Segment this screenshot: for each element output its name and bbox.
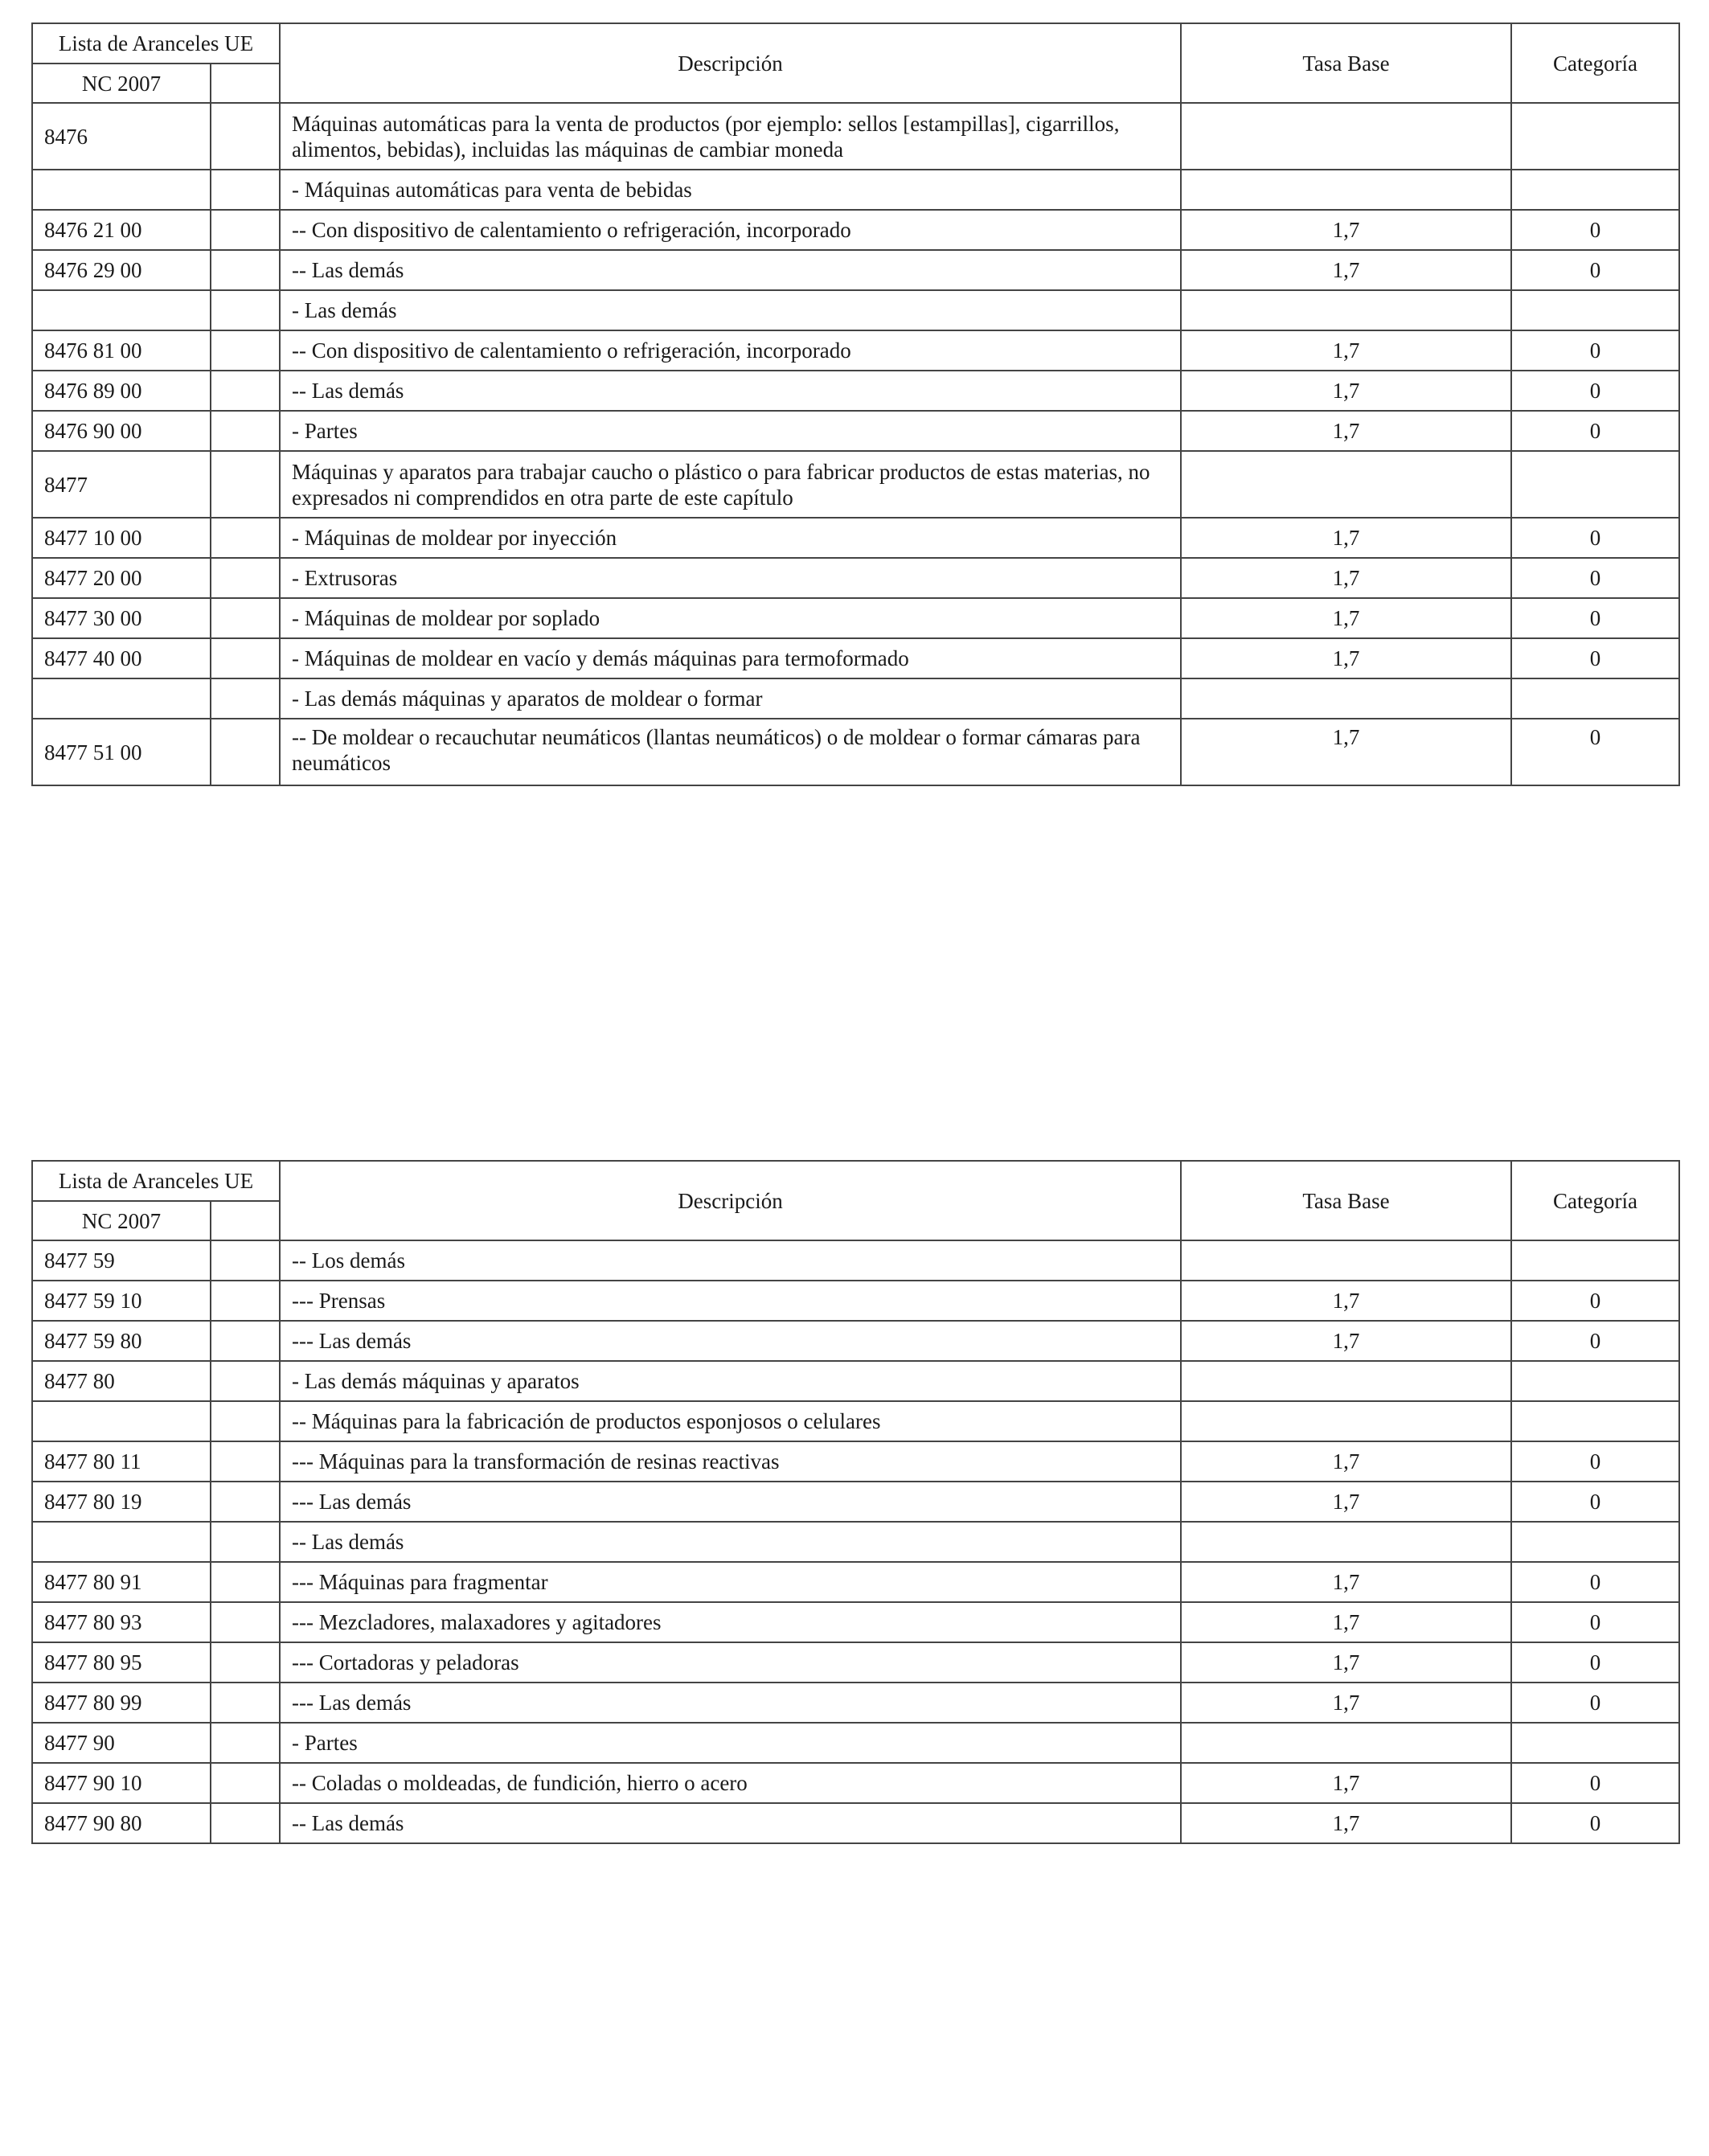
blank-cell [211,103,280,170]
table-row [32,1642,1679,1683]
description-cell: -- Con dispositivo de calentamiento o refrigeración, incorporado [280,210,1181,250]
tasa-base-cell: 1,7 [1181,371,1511,411]
tasa-base-cell: 1,7 [1181,1281,1511,1321]
tasa-base-cell: 1,7 [1181,1441,1511,1482]
tasa-base-cell [1181,103,1511,170]
table-row [32,371,1679,411]
categoria-cell: 0 [1511,1562,1679,1602]
categoria-cell [1511,170,1679,210]
tasa-base-cell: 1,7 [1181,1562,1511,1602]
header-categoria: Categoría [1511,1161,1679,1240]
description-cell: --- Mezcladores, malaxadores y agitadores [280,1602,1181,1642]
description-cell: - Máquinas de moldear en vacío y demás máquinas para termoformado [280,638,1181,678]
categoria-cell: 0 [1511,1763,1679,1803]
blank-cell [211,638,280,678]
tasa-base-cell: 1,7 [1181,1482,1511,1522]
description-cell: -- Las demás [280,1522,1181,1562]
tasa-base-cell [1181,1361,1511,1401]
table-row [32,1482,1679,1522]
nc-code-cell: 8477 80 91 [32,1562,211,1602]
nc-code-cell [32,290,211,330]
blank-cell [211,330,280,371]
description-cell: - Máquinas de moldear por soplado [280,598,1181,638]
nc-code-cell: 8477 90 [32,1723,211,1763]
nc-code-cell: 8477 10 00 [32,518,211,558]
nc-code-cell: 8476 89 00 [32,371,211,411]
tasa-base-cell: 1,7 [1181,330,1511,371]
description-cell: -- Con dispositivo de calentamiento o refrigeración, incorporado [280,330,1181,371]
table-row [32,250,1679,290]
nc-code-cell: 8476 81 00 [32,330,211,371]
table-row [32,1281,1679,1321]
categoria-cell: 0 [1511,250,1679,290]
header-tasa-base: Tasa Base [1181,1161,1511,1240]
tasa-base-cell: 1,7 [1181,411,1511,451]
table-row [32,330,1679,371]
table-row [32,1683,1679,1723]
table-row [32,1602,1679,1642]
categoria-cell [1511,103,1679,170]
blank-cell [211,1361,280,1401]
description-cell: -- Las demás [280,1803,1181,1843]
table-row [32,518,1679,558]
nc-code-cell: 8476 21 00 [32,210,211,250]
tasa-base-cell [1181,451,1511,518]
table-row [32,1803,1679,1843]
description-cell: -- Las demás [280,371,1181,411]
tasa-base-cell: 1,7 [1181,719,1511,785]
nc-code-cell: 8477 20 00 [32,558,211,598]
nc-code-cell [32,1401,211,1441]
blank-cell [211,1482,280,1522]
categoria-cell: 0 [1511,1441,1679,1482]
categoria-cell: 0 [1511,1642,1679,1683]
categoria-cell [1511,1240,1679,1281]
table-row [32,1723,1679,1763]
tariff-table-1 [31,23,1680,786]
blank-cell [211,170,280,210]
blank-cell [211,1281,280,1321]
header-descripcion: Descripción [280,23,1181,103]
blank-cell [211,678,280,719]
tasa-base-cell: 1,7 [1181,1763,1511,1803]
nc-code-cell: 8477 80 19 [32,1482,211,1522]
description-cell: --- Las demás [280,1321,1181,1361]
description-cell: - Las demás máquinas y aparatos [280,1361,1181,1401]
categoria-cell: 0 [1511,518,1679,558]
description-cell: -- Los demás [280,1240,1181,1281]
categoria-cell: 0 [1511,1482,1679,1522]
header-tasa-base: Tasa Base [1181,23,1511,103]
description-cell: --- Las demás [280,1683,1181,1723]
table-row [32,1321,1679,1361]
categoria-cell: 0 [1511,1602,1679,1642]
tasa-base-cell: 1,7 [1181,558,1511,598]
blank-cell [211,1562,280,1602]
tasa-base-cell [1181,1522,1511,1562]
description-cell: Máquinas automáticas para la venta de productos (por ejemplo: sellos [estampillas], cigarrillos, alimentos, bebidas), incluidas las máquinas de cambiar moneda [280,103,1181,170]
blank-cell [211,1522,280,1562]
categoria-cell: 0 [1511,371,1679,411]
description-cell: -- De moldear o recauchutar neumáticos (llantas neumáticos) o de moldear o formar cámaras para neumáticos [280,719,1181,785]
tasa-base-cell: 1,7 [1181,1321,1511,1361]
categoria-cell [1511,1401,1679,1441]
blank-cell [211,371,280,411]
tasa-base-cell: 1,7 [1181,598,1511,638]
table-row [32,598,1679,638]
nc-code-cell: 8477 51 00 [32,719,211,785]
blank-cell [211,518,280,558]
table-row [32,1401,1679,1441]
header-descripcion: Descripción [280,1161,1181,1240]
tasa-base-cell: 1,7 [1181,1642,1511,1683]
description-cell: - Extrusoras [280,558,1181,598]
categoria-cell [1511,290,1679,330]
nc-code-cell [32,678,211,719]
blank-cell [211,1642,280,1683]
nc-code-cell: 8477 30 00 [32,598,211,638]
nc-code-cell: 8477 80 99 [32,1683,211,1723]
description-cell: --- Máquinas para fragmentar [280,1562,1181,1602]
table-2-body [32,1240,1679,1843]
blank-cell [211,1240,280,1281]
categoria-cell: 0 [1511,411,1679,451]
table-row [32,170,1679,210]
tasa-base-cell [1181,1723,1511,1763]
blank-cell [211,411,280,451]
description-cell: - Partes [280,411,1181,451]
tariff-table-2 [31,1160,1680,1844]
blank-cell [211,1763,280,1803]
nc-code-cell: 8476 [32,103,211,170]
description-cell: - Las demás máquinas y aparatos de moldear o formar [280,678,1181,719]
description-cell: -- Coladas o moldeadas, de fundición, hierro o acero [280,1763,1181,1803]
tasa-base-cell [1181,170,1511,210]
table-row [32,1441,1679,1482]
table-row [32,719,1679,785]
description-cell: -- Las demás [280,250,1181,290]
nc-code-cell: 8477 59 [32,1240,211,1281]
header-lista-aranceles: Lista de Aranceles UE [32,23,280,64]
table-row [32,1562,1679,1602]
table-row [32,103,1679,170]
blank-cell [211,210,280,250]
header-lista-aranceles: Lista de Aranceles UE [32,1161,280,1201]
table-1-body [32,103,1679,785]
blank-cell [211,1803,280,1843]
table-row [32,411,1679,451]
categoria-cell: 0 [1511,330,1679,371]
blank-cell [211,1441,280,1482]
blank-cell [211,558,280,598]
tasa-base-cell [1181,678,1511,719]
categoria-cell: 0 [1511,1281,1679,1321]
categoria-cell: 0 [1511,1803,1679,1843]
blank-cell [211,598,280,638]
nc-code-cell [32,170,211,210]
description-cell: - Partes [280,1723,1181,1763]
tasa-base-cell: 1,7 [1181,1683,1511,1723]
blank-cell [211,1321,280,1361]
categoria-cell [1511,1522,1679,1562]
nc-code-cell: 8477 [32,451,211,518]
nc-code-cell: 8477 80 11 [32,1441,211,1482]
description-cell: --- Las demás [280,1482,1181,1522]
table-row [32,451,1679,518]
blank-cell [211,1683,280,1723]
table-row [32,1522,1679,1562]
table-row [32,638,1679,678]
nc-code-cell: 8477 40 00 [32,638,211,678]
header-categoria: Categoría [1511,23,1679,103]
categoria-cell [1511,678,1679,719]
table-row [32,1240,1679,1281]
tasa-base-cell: 1,7 [1181,518,1511,558]
table-row [32,1361,1679,1401]
description-cell: - Máquinas de moldear por inyección [280,518,1181,558]
blank-cell [211,451,280,518]
blank-cell [211,1723,280,1763]
table-row [32,290,1679,330]
header-empty-cell [211,64,280,103]
tasa-base-cell: 1,7 [1181,1602,1511,1642]
description-cell: - Las demás [280,290,1181,330]
categoria-cell: 0 [1511,719,1679,785]
nc-code-cell: 8477 59 10 [32,1281,211,1321]
description-cell: --- Prensas [280,1281,1181,1321]
header-nc-2007: NC 2007 [32,64,211,103]
tasa-base-cell: 1,7 [1181,210,1511,250]
tasa-base-cell: 1,7 [1181,250,1511,290]
categoria-cell [1511,1361,1679,1401]
tasa-base-cell: 1,7 [1181,638,1511,678]
table-row [32,210,1679,250]
nc-code-cell: 8477 59 80 [32,1321,211,1361]
description-cell: Máquinas y aparatos para trabajar caucho o plástico o para fabricar productos de estas materias, no expresados ni comprendidos en otra parte de este capítulo [280,451,1181,518]
table-row [32,1763,1679,1803]
categoria-cell [1511,451,1679,518]
nc-code-cell: 8477 80 [32,1361,211,1401]
categoria-cell: 0 [1511,638,1679,678]
table-row [32,558,1679,598]
nc-code-cell: 8476 90 00 [32,411,211,451]
nc-code-cell: 8477 90 10 [32,1763,211,1803]
tasa-base-cell [1181,1240,1511,1281]
header-nc-2007: NC 2007 [32,1201,211,1240]
blank-cell [211,250,280,290]
nc-code-cell [32,1522,211,1562]
categoria-cell: 0 [1511,210,1679,250]
description-cell: -- Máquinas para la fabricación de productos esponjosos o celulares [280,1401,1181,1441]
description-cell: --- Máquinas para la transformación de resinas reactivas [280,1441,1181,1482]
tasa-base-cell [1181,290,1511,330]
nc-code-cell: 8477 90 80 [32,1803,211,1843]
tasa-base-cell [1181,1401,1511,1441]
blank-cell [211,1401,280,1441]
table-row [32,678,1679,719]
categoria-cell: 0 [1511,558,1679,598]
description-cell: --- Cortadoras y peladoras [280,1642,1181,1683]
header-empty-cell [211,1201,280,1240]
description-cell: - Máquinas automáticas para venta de bebidas [280,170,1181,210]
blank-cell [211,719,280,785]
categoria-cell [1511,1723,1679,1763]
tasa-base-cell: 1,7 [1181,1803,1511,1843]
categoria-cell: 0 [1511,598,1679,638]
nc-code-cell: 8476 29 00 [32,250,211,290]
nc-code-cell: 8477 80 93 [32,1602,211,1642]
categoria-cell: 0 [1511,1321,1679,1361]
categoria-cell: 0 [1511,1683,1679,1723]
blank-cell [211,290,280,330]
nc-code-cell: 8477 80 95 [32,1642,211,1683]
blank-cell [211,1602,280,1642]
